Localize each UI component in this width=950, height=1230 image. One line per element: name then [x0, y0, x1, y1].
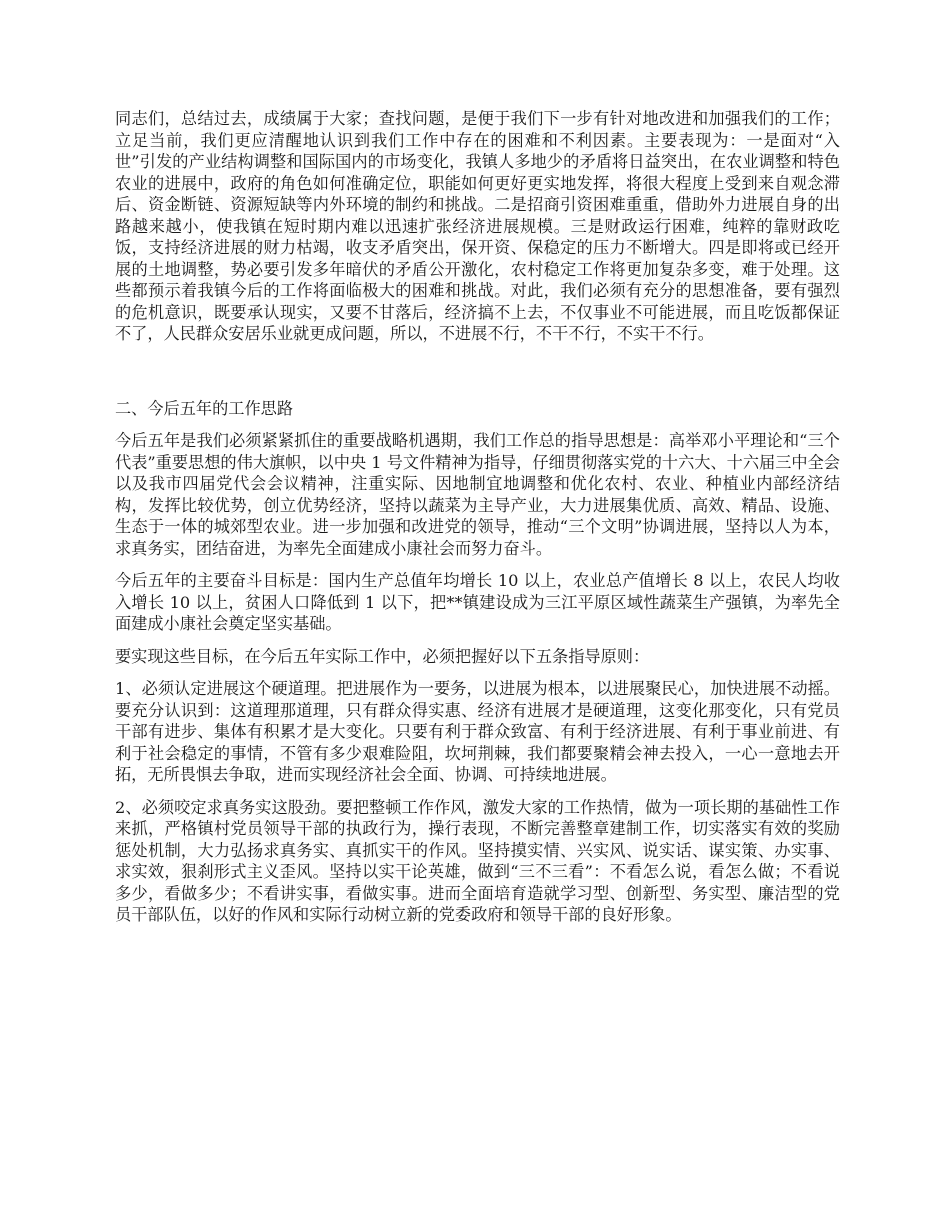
paragraph-principle-2: 2、必须咬定求真务实这股劲。要把整顿工作作风，激发大家的工作热情，做为一项长期的基础性工作来抓，严格镇村党员领导干部的执政行为，操行表现，不断完善整章建制工作，切实落实有效的奖励惩处机制，大力弘扬求真务实、真抓实干的作风。坚持摸实情、兴实风、说实话、谋实策、办实事、求实效，狠刹形式主义歪风。坚持以实干论英雄，做到“三不三看”：不看怎么说，看怎么做；不看说多少，看做多少；不看讲实事，看做实事。进而全面培育造就学习型、创新型、务实型、廉洁型的党员干部队伍，以好的作风和实际行动树立新的党委政府和领导干部的良好形象。 — [115, 797, 840, 924]
paragraph-difficulties: 同志们，总结过去，成绩属于大家；查找问题，是便于我们下一步有针对地改进和加强我们的工作；立足当前，我们更应清醒地认识到我们工作中存在的困难和不利因素。主要表现为：一是面对“入世”引发的产业结构调整和国际国内的市场变化，我镇人多地少的矛盾将日益突出，在农业调整和特色农业的进展中，政府的角色如何准确定位，职能如何更好更实地发挥，将很大程度上受到来自观念滞后、资金断链、资源短缺等内外环境的制约和挑战。二是招商引资困难重重，借助外力进展自身的出路越来越小，使我镇在短时期内难以迅速扩张经济进展规模。三是财政运行困难，纯粹的靠财政吃饭，支持经济进展的财力枯竭，收支矛盾突出，保开资、保稳定的压力不断增大。四是即将或已经开展的土地调整，势必要引发多年暗伏的矛盾公开激化，农村稳定工作将更加复杂多变，难于处理。这些都预示着我镇今后的工作将面临极大的困难和挑战。对此，我们必须有充分的思想准备，要有强烈的危机意识，既要承认现实，又要不甘落后，经济搞不上去，不仅事业不可能进展，而且吃饭都保证不了，人民群众安居乐业就更成问题，所以，不进展不行，不干不行，不实干不行。 — [115, 109, 840, 343]
paragraph-guiding-thought: 今后五年是我们必须紧紧抓住的重要战略机遇期，我们工作总的指导思想是：高举邓小平理论和“三个代表”重要思想的伟大旗帜，以中央 1 号文件精神为指导，仔细贯彻落实党的十六大、十六届三中全会以及我市四届党代会会议精神，注重实际、因地制宜地调整和优化农村、农业、种植业内部经济结构，发挥比较优势，创立优势经济，坚持以蔬菜为主导产业，大力进展集优质、高效、精品、设施、生态于一体的城郊型农业。进一步加强和改进党的领导，推动“三个文明”协调进展，坚持以人为本，求真务实，团结奋进，为率先全面建成小康社会而努力奋斗。 — [115, 431, 840, 558]
paragraph-principles-intro: 要实现这些目标，在今后五年实际工作中，必须把握好以下五条指导原则： — [115, 646, 650, 666]
document-page — [115, 108, 840, 937]
section-heading: 二、今后五年的工作思路 — [115, 398, 294, 418]
paragraph-principle-1: 1、必须认定进展这个硬道理。把进展作为一要务，以进展为根本，以进展聚民心，加快进展不动摇。要充分认识到：这道理那道理，只有群众得实惠、经济有进展才是硬道理，这变化那变化，只有党员干部有进步、集体有积累才是大变化。只要有利于群众致富、有利于经济进展、有利于事业前进、有利于社会稳定的事情，不管有多少艰难险阻，坎坷荆棘，我们都要聚精会神去投入，一心一意地去开拓，无所畏惧去争取，进而实现经济社会全面、协调、可持续地进展。 — [115, 679, 840, 784]
paragraph-goals: 今后五年的主要奋斗目标是：国内生产总值年均增长 10 以上，农业总产值增长 8 以上，农民人均收入增长 10 以上，贫困人口降低到 1 以下，把**镇建设成为三江平原区域性蔬菜生产强镇，为率先全面建成小康社会奠定坚实基础。 — [115, 571, 840, 633]
section-spacer — [115, 356, 840, 398]
